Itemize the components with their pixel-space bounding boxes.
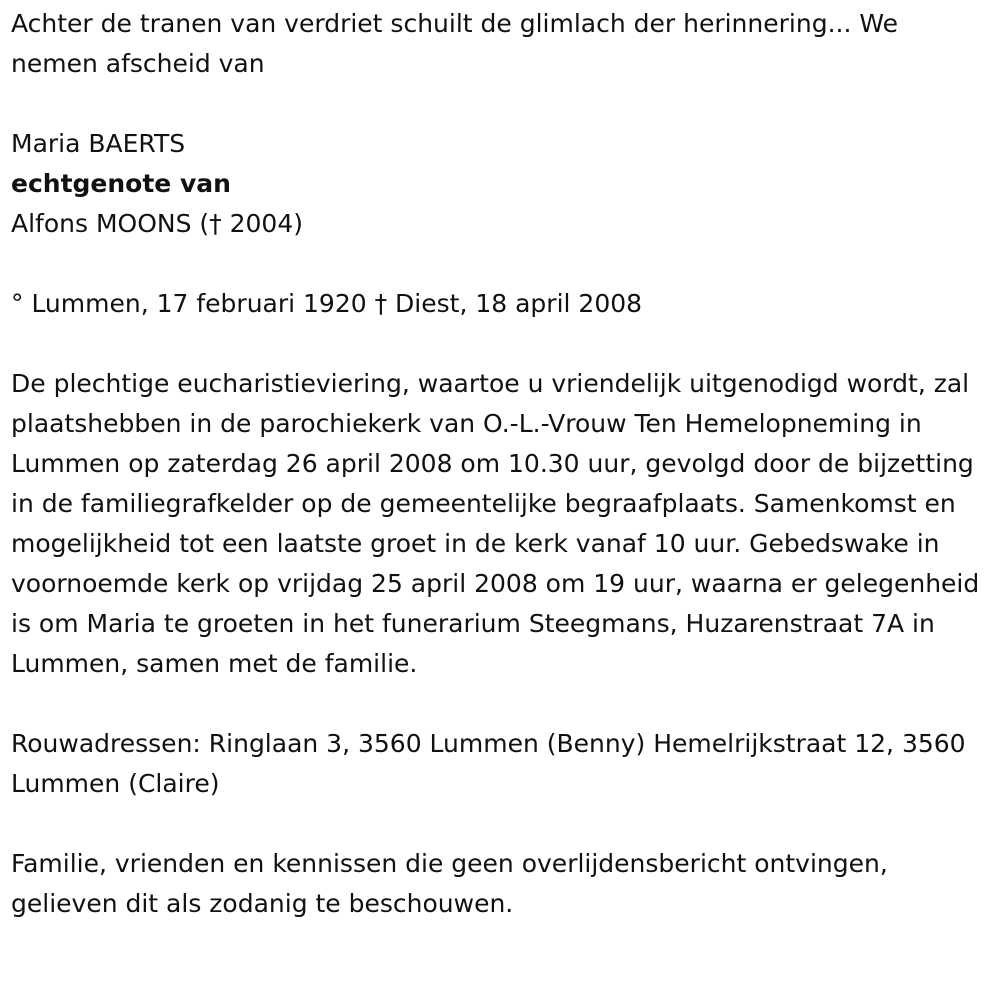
- deceased-name: Maria BAERTS: [11, 129, 186, 158]
- spacer: [11, 804, 989, 844]
- mourning-addresses: Rouwadressen: Ringlaan 3, 3560 Lummen (Benny) Hemelrijkstraat 12, 3560 Lummen (Claire): [11, 729, 966, 798]
- spouse-name: Alfons MOONS († 2004): [11, 209, 303, 238]
- relation-label: echtgenote van: [11, 169, 231, 198]
- ceremony-text: De plechtige eucharistieviering, waartoe u vriendelijk uitgenodigd wordt, zal plaatshebben in de parochiekerk van O.-L.-Vrouw Ten Hemelopneming in Lummen op zaterdag 26 april 2008 om 10.30 uur, gevolgd door de bijzetting in de familiegrafkelder op de gemeentelijke begraafplaats. Samenkomst en mogelijkheid tot een laatste groet in de kerk vanaf 10 uur. Gebedswake in voornoemde kerk op vrijdag 25 april 2008 om 19 uur, waarna er gelegenheid is om Maria te groeten in het funerarium Steegmans, Huzarenstraat 7A in Lummen, samen met de familie.: [11, 369, 980, 678]
- spacer: [11, 84, 989, 124]
- closing-text: Familie, vrienden en kennissen die geen overlijdensbericht ontvingen, gelieven dit als zodanig te beschouwen.: [11, 849, 888, 918]
- obituary-text: [11, 4, 989, 924]
- spacer: [11, 244, 989, 284]
- spacer: [11, 684, 989, 724]
- spacer: [11, 324, 989, 364]
- birth-death-dates: ° Lummen, 17 februari 1920 † Diest, 18 april 2008: [11, 289, 643, 318]
- intro-text: Achter de tranen van verdriet schuilt de glimlach der herinnering... We nemen afscheid van: [11, 9, 898, 78]
